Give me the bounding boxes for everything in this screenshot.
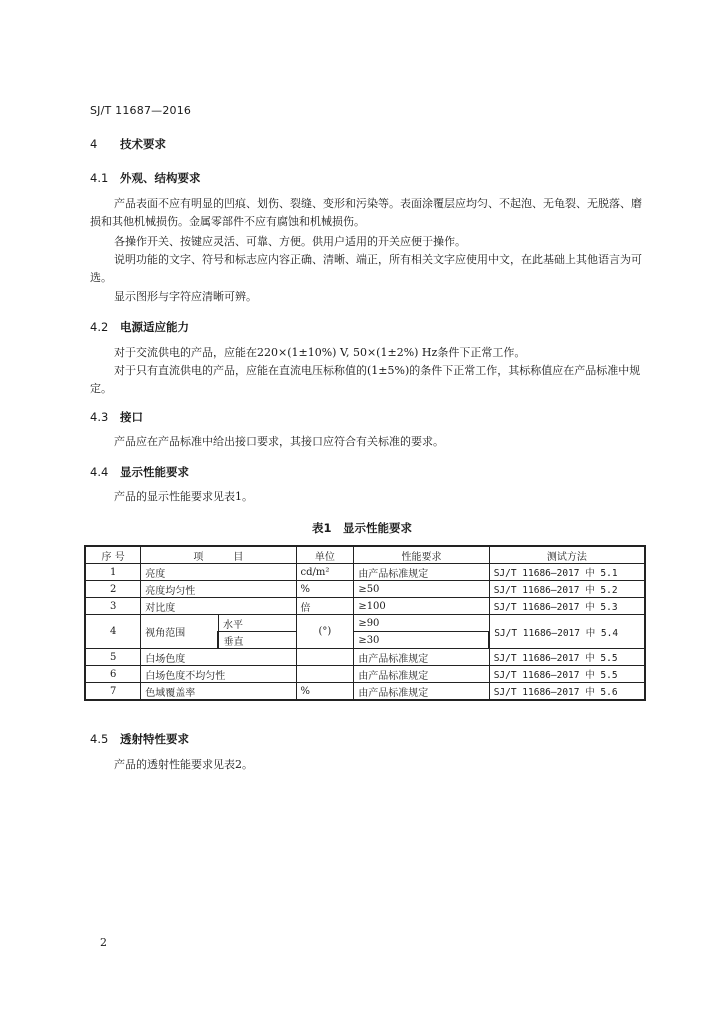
table-row bbox=[85, 581, 645, 598]
row-requirement-horizontal: ≥90 bbox=[354, 615, 489, 632]
section-title: 显示性能要求 bbox=[120, 465, 189, 479]
section-4-4-heading bbox=[90, 464, 189, 480]
paragraph: 产品的透射性能要求见表2。 bbox=[114, 758, 253, 771]
paragraph: 说明功能的文字、符号和标志应内容正确、清晰、端正，所有相关文字应使用中文，在此基础上其他语言为可选。 bbox=[90, 253, 642, 284]
header-unit: 单位 bbox=[296, 546, 354, 564]
section-4-2-heading bbox=[90, 319, 189, 335]
section-number: 4.4 bbox=[90, 465, 109, 479]
row-item: 对比度 bbox=[141, 598, 296, 615]
row-item: 亮度 bbox=[141, 564, 296, 581]
row-requirement: ≥50 bbox=[354, 581, 489, 598]
standard-code: SJ/T 11687—2016 bbox=[90, 104, 192, 117]
row-item: 白场色度不均匀性 bbox=[141, 666, 296, 683]
table-row bbox=[85, 666, 645, 683]
row-no: 1 bbox=[85, 564, 141, 581]
header-test-method: 测试方法 bbox=[489, 546, 645, 564]
header-item: 项 目 bbox=[141, 546, 296, 564]
section-title: 电源适应能力 bbox=[120, 320, 189, 334]
section-number: 4.5 bbox=[90, 732, 109, 746]
row-item: 亮度均匀性 bbox=[141, 581, 296, 598]
row-unit: (°) bbox=[296, 615, 354, 649]
row-requirement: 由产品标准规定 bbox=[354, 564, 489, 581]
section-number: 4.3 bbox=[90, 410, 109, 424]
row-test-method: SJ/T 11686—2017 中 5.1 bbox=[489, 564, 645, 581]
section-title: 透射特性要求 bbox=[120, 732, 189, 746]
row-no: 4 bbox=[85, 615, 141, 649]
row-subitem-vertical: 垂直 bbox=[218, 632, 296, 649]
row-unit: cd/m² bbox=[296, 564, 354, 581]
row-unit: % bbox=[296, 581, 354, 598]
row-no: 6 bbox=[85, 666, 141, 683]
header-no: 序 号 bbox=[85, 546, 141, 564]
row-requirement: 由产品标准规定 bbox=[354, 666, 489, 683]
row-test-method: SJ/T 11686—2017 中 5.5 bbox=[489, 649, 645, 666]
row-test-method: SJ/T 11686—2017 中 5.3 bbox=[489, 598, 645, 615]
table-row bbox=[85, 683, 645, 701]
row-requirement: 由产品标准规定 bbox=[354, 683, 489, 701]
paragraph: 产品的显示性能要求见表1。 bbox=[114, 490, 253, 503]
section-title: 接口 bbox=[120, 410, 143, 424]
row-item: 视角范围 bbox=[141, 615, 219, 649]
row-requirement: ≥100 bbox=[354, 598, 489, 615]
section-number: 4.2 bbox=[90, 320, 109, 334]
section-4-3-heading bbox=[90, 409, 143, 425]
row-test-method: SJ/T 11686—2017 中 5.4 bbox=[489, 615, 645, 649]
row-item: 白场色度 bbox=[141, 649, 296, 666]
section-4-heading bbox=[90, 136, 166, 152]
row-no: 5 bbox=[85, 649, 141, 666]
row-unit bbox=[296, 649, 354, 666]
row-item: 色域覆盖率 bbox=[141, 683, 296, 701]
row-test-method: SJ/T 11686—2017 中 5.6 bbox=[489, 683, 645, 701]
table-caption: 表1 显示性能要求 bbox=[311, 521, 412, 535]
header-requirement: 性能要求 bbox=[354, 546, 489, 564]
table-header-row bbox=[85, 546, 645, 564]
display-performance-table bbox=[84, 545, 646, 701]
row-unit: % bbox=[296, 683, 354, 701]
paragraph: 各操作开关、按键应灵活、可靠、方便。供用户适用的开关应便于操作。 bbox=[114, 235, 466, 248]
row-unit bbox=[296, 666, 354, 683]
row-no: 2 bbox=[85, 581, 141, 598]
page-number: 2 bbox=[100, 936, 107, 949]
table-row bbox=[85, 598, 645, 615]
section-4-1-heading bbox=[90, 170, 201, 186]
section-number: 4.1 bbox=[90, 171, 109, 185]
table-row bbox=[85, 649, 645, 666]
section-title: 外观、结构要求 bbox=[120, 171, 201, 185]
row-no: 7 bbox=[85, 683, 141, 701]
row-no: 3 bbox=[85, 598, 141, 615]
table-row bbox=[85, 564, 645, 581]
row-unit: 倍 bbox=[296, 598, 354, 615]
row-test-method: SJ/T 11686—2017 中 5.5 bbox=[489, 666, 645, 683]
section-number: 4 bbox=[90, 137, 98, 151]
paragraph: 产品应在产品标准中给出接口要求，其接口应符合有关标准的要求。 bbox=[114, 435, 444, 448]
paragraph: 产品表面不应有明显的凹痕、划伤、裂缝、变形和污染等。表面涂覆层应均匀、不起泡、无龟裂、无脱落、磨损和其他机械损伤。金属零部件不应有腐蚀和机械损伤。 bbox=[90, 197, 642, 228]
row-requirement-vertical: ≥30 bbox=[354, 632, 489, 649]
section-4-5-heading bbox=[90, 731, 189, 747]
paragraph: 对于交流供电的产品，应能在220×(1±10%) V, 50×(1±2%) Hz条件下正常工作。 bbox=[114, 346, 526, 359]
section-title: 技术要求 bbox=[120, 137, 166, 151]
row-requirement: 由产品标准规定 bbox=[354, 649, 489, 666]
paragraph: 对于只有直流供电的产品，应能在直流电压标称值的(1±5%)的条件下正常工作，其标称值应在产品标准中规定。 bbox=[90, 364, 641, 395]
table-row bbox=[85, 615, 645, 632]
row-test-method: SJ/T 11686—2017 中 5.2 bbox=[489, 581, 645, 598]
paragraph: 显示图形与字符应清晰可辨。 bbox=[114, 290, 257, 303]
row-subitem-horizontal: 水平 bbox=[218, 615, 296, 632]
